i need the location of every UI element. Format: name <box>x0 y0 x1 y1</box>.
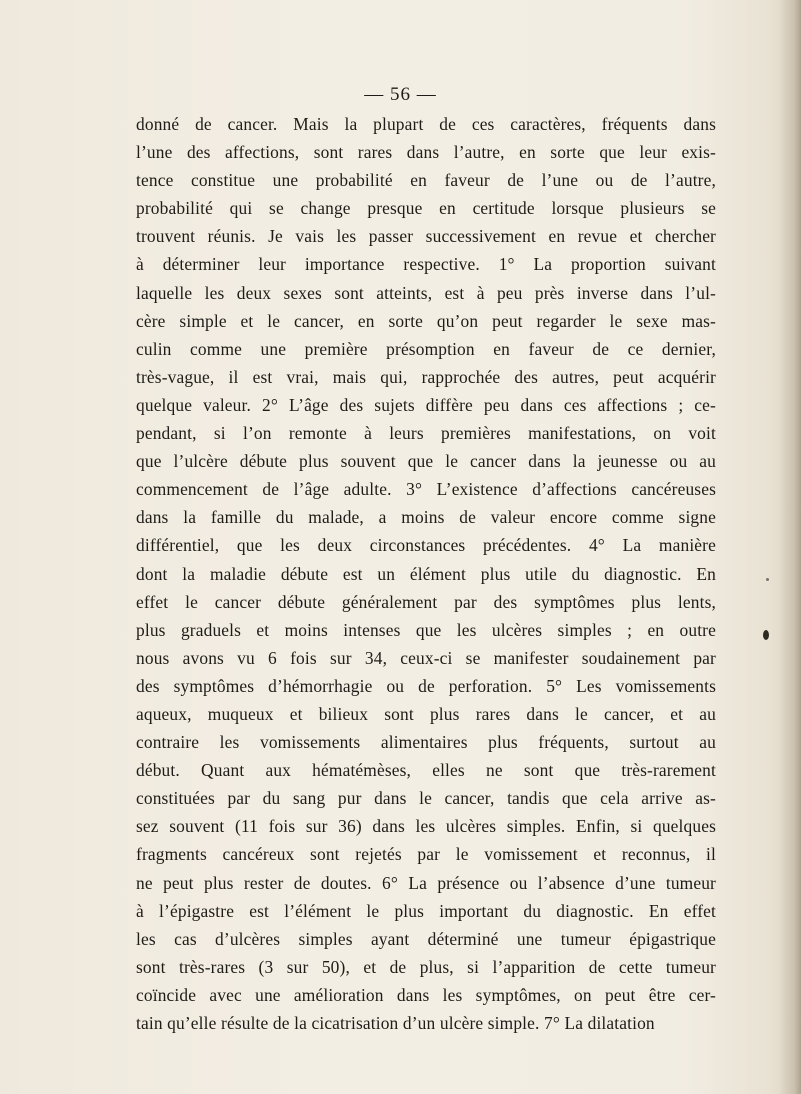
text-line: les cas d’ulcères simples ayant déterminé une tumeur épigastrique <box>136 928 716 949</box>
text-line: effet le cancer débute généralement par des symptômes plus lents, <box>136 591 716 612</box>
text-line: à l’épigastre est l’élément le plus important du diagnostic. En effet <box>136 900 716 921</box>
text-line: laquelle les deux sexes sont atteints, est à peu près inverse dans l’ul- <box>136 282 716 303</box>
text-line: que l’ulcère débute plus souvent que le cancer dans la jeunesse ou au <box>136 451 716 472</box>
text-line: tain qu’elle résulte de la cicatrisation d’un ulcère simple. 7° La dilatation <box>136 1013 655 1033</box>
text-line: fragments cancéreux sont rejetés par le vomissement et reconnus, il <box>136 844 716 865</box>
text-line: dont la maladie débute est un élément plus utile du diagnostic. En <box>136 563 716 584</box>
text-line: sez souvent (11 fois sur 36) dans les ulcères simples. Enfin, si quelques <box>136 816 716 837</box>
text-line: l’une des affections, sont rares dans l’autre, en sorte que leur exis- <box>136 142 716 163</box>
text-line: pendant, si l’on remonte à leurs premières manifestations, on voit <box>136 423 716 444</box>
page-number: — 56 — <box>364 84 437 105</box>
body-text <box>136 110 716 1037</box>
ink-speck <box>766 578 769 581</box>
text-line: donné de cancer. Mais la plupart de ces caractères, fréquents dans <box>136 114 716 134</box>
page-edge-shadow <box>779 0 801 1094</box>
text-line: plus graduels et moins intenses que les ulcères simples ; en outre <box>136 619 716 640</box>
text-line: tence constitue une probabilité en faveur de l’une ou de l’autre, <box>136 170 716 191</box>
text-line: début. Quant aux hématémèses, elles ne sont que très-rarement <box>136 760 716 781</box>
text-line: dans la famille du malade, a moins de valeur encore comme signe <box>136 507 716 528</box>
text-line: contraire les vomissements alimentaires plus fréquents, surtout au <box>136 732 716 753</box>
text-line: quelque valeur. 2° L’âge des sujets diffère peu dans ces affections ; ce- <box>136 394 716 415</box>
ink-speck <box>763 630 769 640</box>
text-line: différentiel, que les deux circonstances précédentes. 4° La manière <box>136 535 716 556</box>
text-line: probabilité qui se change presque en certitude lorsque plusieurs se <box>136 198 716 219</box>
text-line: coïncide avec une amélioration dans les symptômes, on peut être cer- <box>136 984 716 1005</box>
text-line: sont très-rares (3 sur 50), et de plus, si l’apparition de cette tumeur <box>136 956 716 977</box>
text-line: ne peut plus rester de doutes. 6° La présence ou l’absence d’une tumeur <box>136 872 716 893</box>
text-line: nous avons vu 6 fois sur 34, ceux-ci se manifester soudainement par <box>136 647 716 668</box>
text-line: constituées par du sang pur dans le cancer, tandis que cela arrive as- <box>136 788 716 809</box>
text-line: cère simple et le cancer, en sorte qu’on peut regarder le sexe mas- <box>136 310 716 331</box>
text-line: aqueux, muqueux et bilieux sont plus rares dans le cancer, et au <box>136 703 716 724</box>
text-line: trouvent réunis. Je vais les passer successivement en revue et chercher <box>136 226 716 247</box>
text-line: des symptômes d’hémorrhagie ou de perforation. 5° Les vomissements <box>136 675 716 696</box>
text-line: à déterminer leur importance respective. 1° La proportion suivant <box>136 254 716 275</box>
text-line: très-vague, il est vrai, mais qui, rapprochée des autres, peut acquérir <box>136 366 716 387</box>
text-line: culin comme une première présomption en faveur de ce dernier, <box>136 338 716 359</box>
text-line: commencement de l’âge adulte. 3° L’existence d’affections cancéreuses <box>136 479 716 500</box>
